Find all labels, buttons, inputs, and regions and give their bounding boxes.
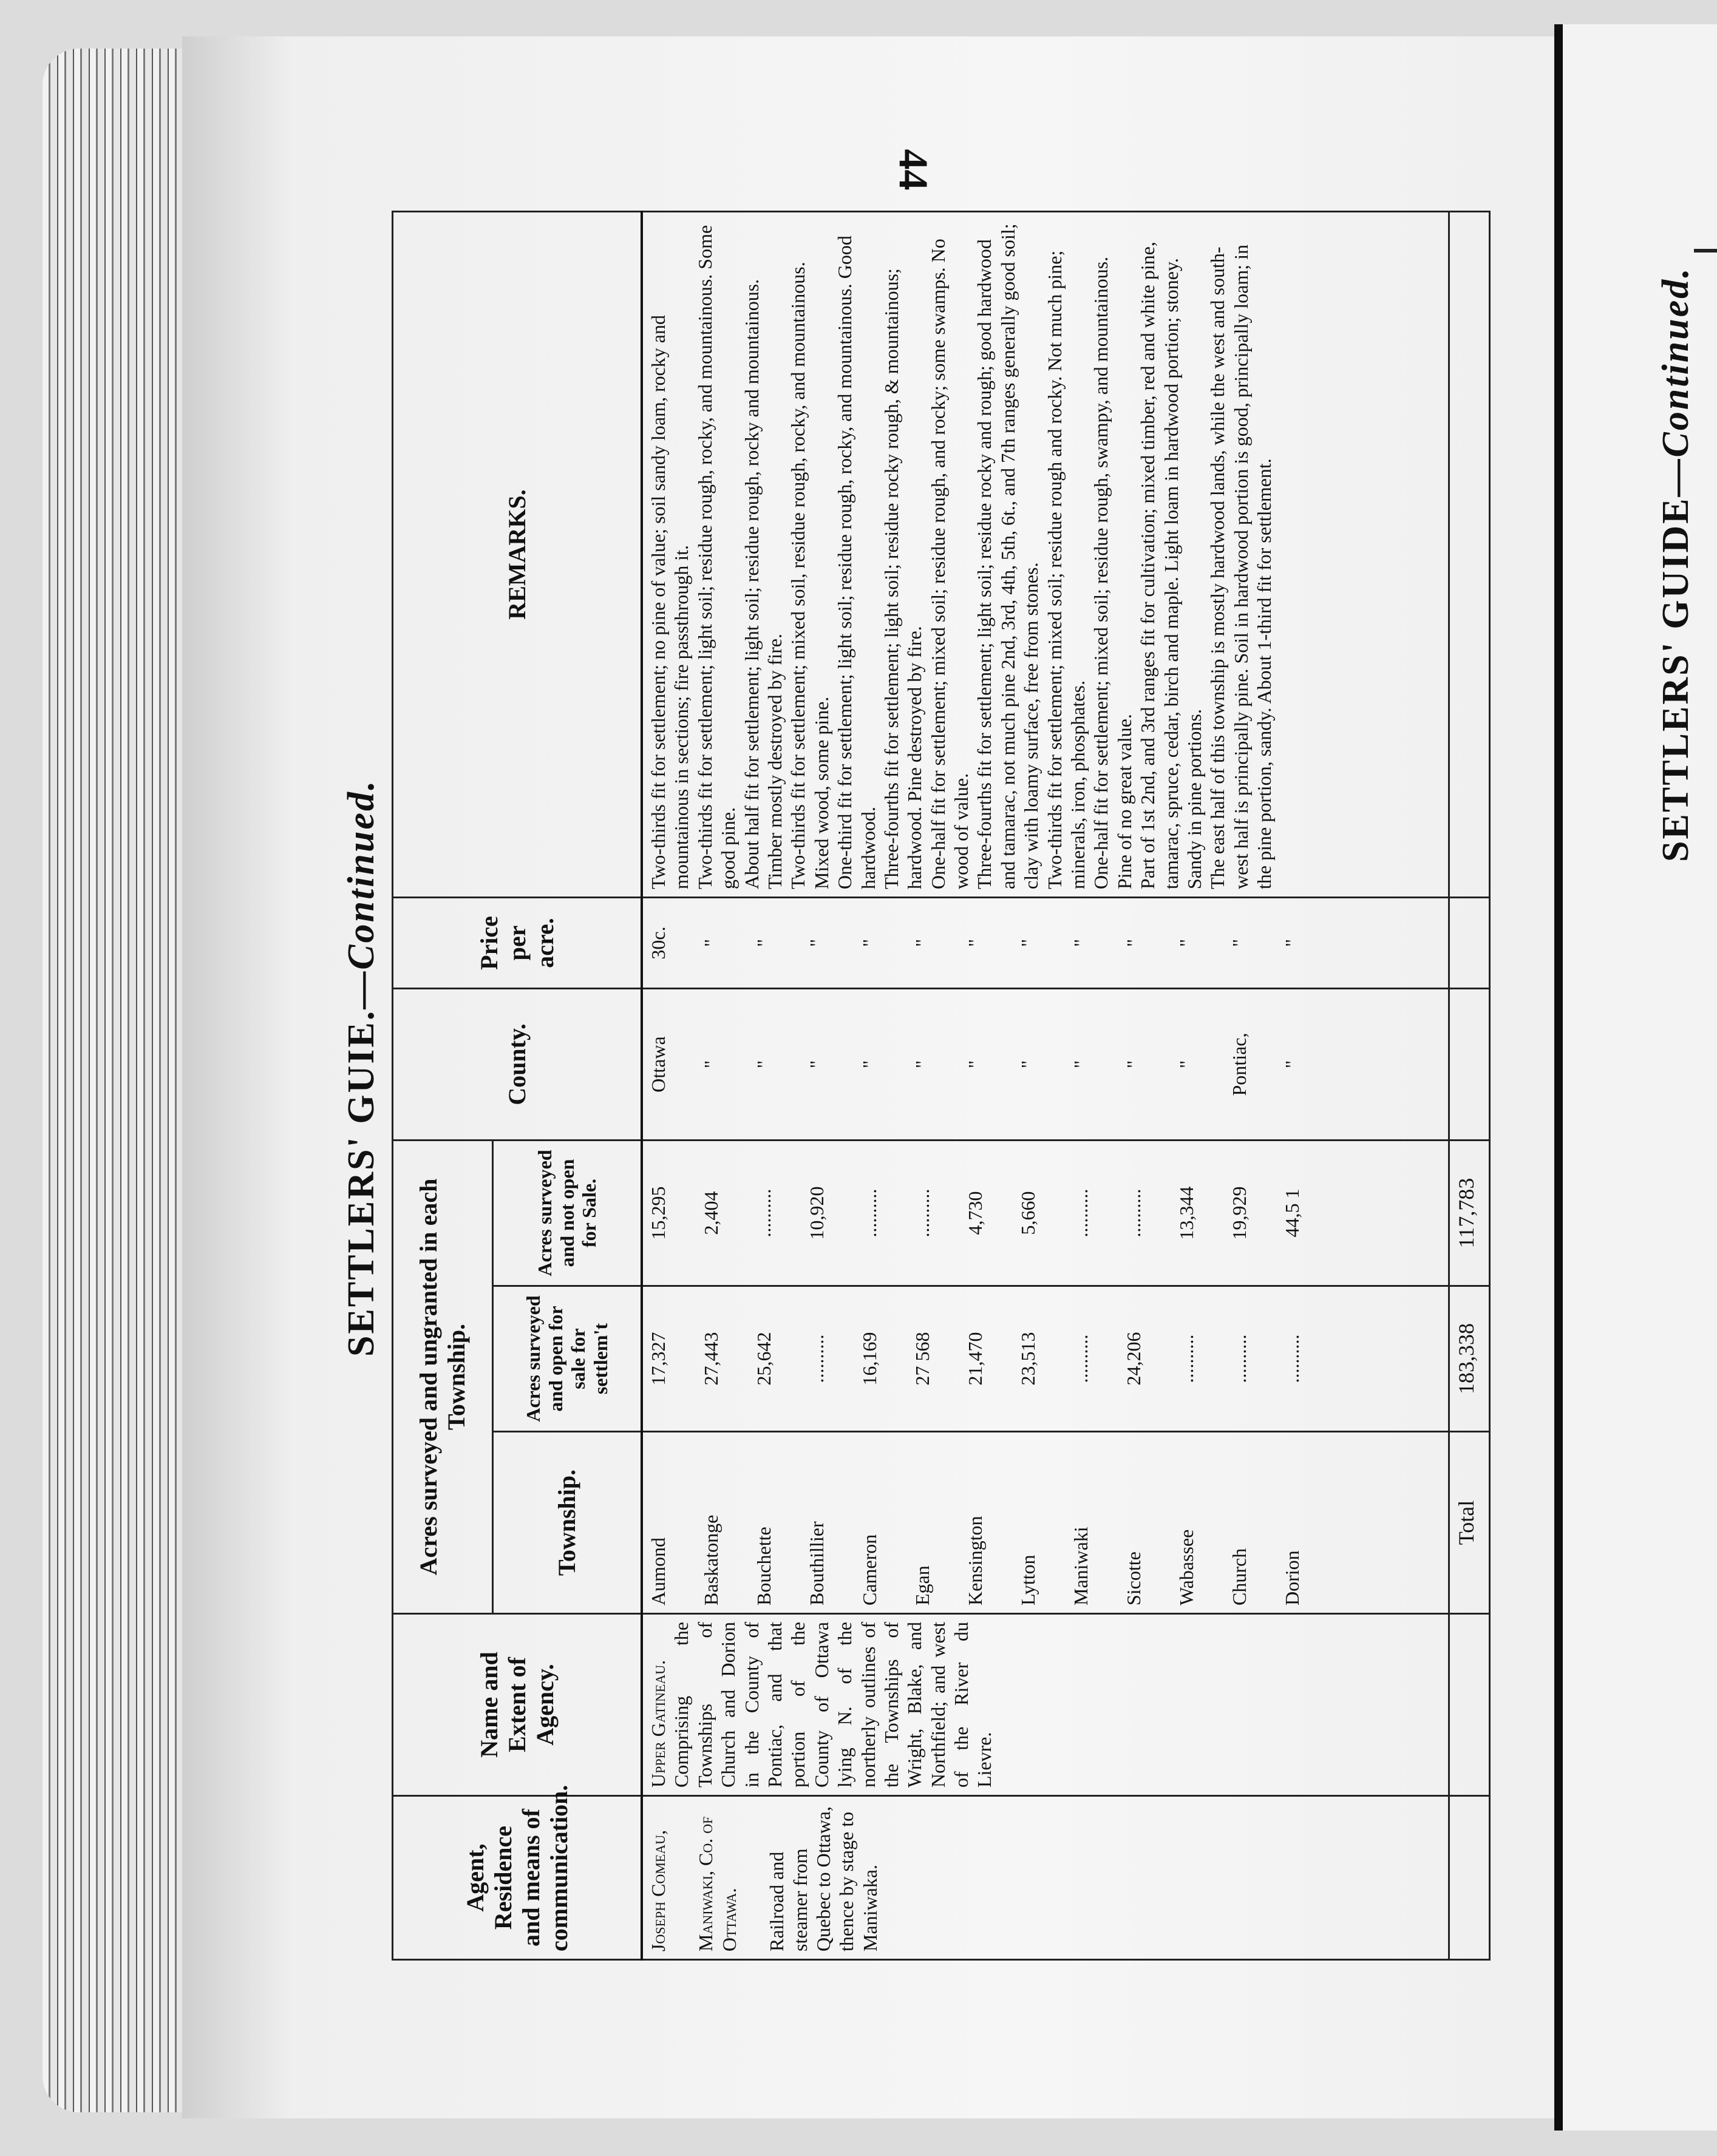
total-spacer bbox=[1449, 988, 1489, 1140]
acres-not-open-value: .......... bbox=[1123, 1188, 1144, 1238]
total-acres-not-open: 117,783 bbox=[1449, 1140, 1489, 1286]
county-value: " bbox=[1070, 1060, 1092, 1069]
acres-open-value: 21,470 bbox=[964, 1332, 986, 1386]
township-name: Bouchette bbox=[753, 1527, 775, 1605]
acres-open-value: 25,642 bbox=[753, 1332, 775, 1386]
township-name: Lytton bbox=[1017, 1554, 1039, 1605]
book-page-edges bbox=[42, 49, 182, 2112]
total-spacer bbox=[1449, 897, 1489, 988]
township-column bbox=[642, 1432, 1449, 1614]
acres-open-value: .......... bbox=[1070, 1334, 1092, 1383]
price-value: " bbox=[753, 938, 775, 947]
township-name: Dorion bbox=[1281, 1550, 1303, 1605]
price-value: " bbox=[806, 938, 828, 947]
agency-extent: Comprising the Townships of Church and Dorion in the County of Pontiac, and that portion of the County of Ottawa lying N. of the northerly outlines of the Townships of Wright, Blake, and Northfield; and west of the River du Lievre. bbox=[670, 1622, 996, 1788]
remark: One-half fit for settlement; mixed soil; residue rough, and rocky; some swamps. No wood of value. bbox=[926, 239, 973, 889]
acres-open-value: 16,169 bbox=[858, 1332, 880, 1386]
price-value: " bbox=[911, 938, 933, 947]
remark: Two-thirds fit for settlement; light soil; residue rough, rocky, and mountainous. Some good pine. bbox=[693, 225, 739, 889]
total-label: Total bbox=[1449, 1432, 1489, 1614]
header-acres-not-open: Acres surveyed and not open for Sale. bbox=[493, 1140, 642, 1286]
township-name: Maniwaki bbox=[1070, 1527, 1092, 1605]
township-name: Sicotte bbox=[1123, 1551, 1144, 1605]
county-value: " bbox=[1281, 1060, 1303, 1069]
header-acres-open: Acres surveyed and open for sale for settlem't bbox=[493, 1286, 642, 1432]
agency-name: Upper Gatineau. bbox=[647, 1659, 669, 1788]
acres-not-open-value: 5,660 bbox=[1017, 1191, 1039, 1235]
remark: Part of 1st 2nd, and 3rd ranges fit for cultivation; mixed timber, red and white pine, tamarac, spruce, cedar, birch and maple. Light loam in hardwood portion; stoney. Sandy in pine portions. bbox=[1137, 242, 1205, 889]
price-value: 30c. bbox=[647, 926, 669, 960]
township-name: Kensington bbox=[964, 1516, 986, 1605]
acres-not-open-value: 19,929 bbox=[1228, 1186, 1250, 1240]
county-value: " bbox=[964, 1060, 986, 1069]
acres-open-value: .......... bbox=[1228, 1334, 1250, 1383]
price-value: " bbox=[858, 938, 880, 947]
remarks-column bbox=[642, 211, 1449, 897]
acres-open-value: 27,443 bbox=[700, 1332, 722, 1386]
acres-open-value: 24,206 bbox=[1123, 1332, 1144, 1386]
acres-open-value: 27 568 bbox=[911, 1332, 933, 1386]
county-value: Ottawa bbox=[647, 1036, 669, 1093]
acres-not-open-column bbox=[642, 1140, 1449, 1286]
county-value: " bbox=[753, 1060, 775, 1069]
page-number: 44 bbox=[890, 149, 937, 191]
acres-not-open-value: 4,730 bbox=[964, 1191, 986, 1235]
remark: Three-fourths fit for settlement; light soil; residue rocky and rough; good hardwood and tamarac, not much pine 2nd, 3rd, 4th, 5th, 6t., and 7th ranges generally good soil; clay with loamy surface, free from stones. bbox=[973, 223, 1042, 889]
acres-open-value: .......... bbox=[806, 1334, 828, 1383]
header-county: County. bbox=[393, 988, 642, 1140]
agent-residence: Maniwaki, Co. of Ottawa. bbox=[695, 1816, 740, 1951]
township-name: Cameron bbox=[858, 1534, 880, 1605]
price-value: " bbox=[1175, 938, 1197, 947]
header-price: Price per acre. bbox=[393, 897, 642, 988]
remark: One-third fit for settlement; light soil; residue rough, rocky, and mountainous. Good hardwood. bbox=[834, 236, 879, 889]
remark: About half fit for settlement; light soil; residue rough, rocky and mountainous. Timber mostly destroyed by fire. bbox=[740, 279, 786, 889]
price-value: " bbox=[1281, 938, 1303, 947]
county-value: " bbox=[1017, 1060, 1039, 1069]
price-value: " bbox=[1017, 938, 1039, 947]
facing-page-running-head: SETTLERS' GUIDE—Continued. bbox=[1655, 266, 1696, 862]
agent-communication: Railroad and steamer from Quebec to Ottawa, thence by stage to Maniwaka. bbox=[766, 1806, 881, 1951]
total-spacer bbox=[1449, 1796, 1489, 1960]
township-name: Bouthillier bbox=[806, 1521, 828, 1605]
running-head: SETTLERS' GUIE.—Continued. bbox=[341, 779, 382, 1357]
county-value: " bbox=[1123, 1060, 1144, 1069]
acres-open-value: 23,513 bbox=[1017, 1332, 1039, 1386]
county-column bbox=[642, 988, 1449, 1140]
remark: Two-thirds fit for settlement; mixed soil, residue rough, rocky, and mountainous. Mixed wood, some pine. bbox=[787, 262, 832, 889]
price-column bbox=[642, 897, 1449, 988]
price-value: " bbox=[964, 938, 986, 947]
agency-cell bbox=[642, 1614, 1449, 1796]
price-value: " bbox=[700, 938, 722, 947]
county-value: " bbox=[911, 1060, 933, 1069]
remark: The east half of this township is mostly hardwood lands, while the west and south-west half is principally pine. Soil in hardwood portion is good, principally loam; in the pine portion, sandy. About 1-third fit for settlement. bbox=[1206, 244, 1276, 889]
acres-open-column bbox=[642, 1286, 1449, 1432]
township-name: Wabassee bbox=[1175, 1529, 1197, 1605]
settlers-guide-table bbox=[392, 212, 1491, 1961]
acres-open-value: .......... bbox=[1175, 1334, 1197, 1383]
acres-not-open-value: .......... bbox=[911, 1188, 933, 1238]
township-name: Aumond bbox=[647, 1537, 669, 1605]
total-acres-open: 183,338 bbox=[1449, 1286, 1489, 1432]
acres-not-open-value: 13,344 bbox=[1175, 1186, 1197, 1240]
header-agent: Agent, Residence and means of communication. bbox=[393, 1796, 642, 1960]
agent-name: Joseph Comeau, bbox=[647, 1829, 669, 1951]
remark: Three-fourths fit for settlement; light soil; residue rocky rough, & mountainous; hardwood. Pine destroyed by fire. bbox=[880, 268, 926, 889]
acres-not-open-value: .......... bbox=[1070, 1188, 1092, 1238]
remark: Two-thirds fit for settlement; no pine of value; soil sandy loam, rocky and mountainous in sections; fire passthrough it. bbox=[647, 314, 693, 889]
acres-not-open-value: 44,5 1 bbox=[1281, 1188, 1303, 1238]
acres-not-open-value: .......... bbox=[858, 1188, 880, 1238]
acres-open-value: .......... bbox=[1281, 1334, 1303, 1383]
price-value: " bbox=[1123, 938, 1144, 947]
acres-open-value: 17,327 bbox=[647, 1332, 669, 1386]
total-spacer bbox=[1449, 1614, 1489, 1796]
county-value: " bbox=[806, 1060, 828, 1069]
county-value: " bbox=[858, 1060, 880, 1069]
acres-not-open-value: 10,920 bbox=[806, 1186, 828, 1240]
total-spacer bbox=[1449, 211, 1489, 897]
remark: One-half fit for settlement; mixed soil; residue rough, swampy, and mountainous. Pine of no great value. bbox=[1090, 256, 1135, 889]
township-name: Baskatonge bbox=[700, 1514, 722, 1605]
acres-not-open-value: .......... bbox=[753, 1188, 775, 1238]
township-name: Egan bbox=[911, 1565, 933, 1605]
remark: Two-thirds fit for settlement; mixed soil; residue rough and rocky. Not much pine; minerals, iron, phosphates. bbox=[1043, 250, 1089, 889]
header-agency: Name and Extent of Agency. bbox=[393, 1614, 642, 1796]
page-gutter bbox=[1554, 24, 1563, 2131]
price-value: " bbox=[1070, 938, 1092, 947]
acres-not-open-value: 2,404 bbox=[700, 1191, 722, 1235]
header-township: Township. bbox=[493, 1432, 642, 1614]
township-name: Church bbox=[1228, 1548, 1250, 1605]
header-remarks: REMARKS. bbox=[393, 211, 642, 897]
county-value: " bbox=[1175, 1060, 1197, 1069]
acres-not-open-value: 15,295 bbox=[647, 1186, 669, 1240]
header-acres-group: Acres surveyed and ungranted in each Township. bbox=[393, 1140, 493, 1613]
county-value: Pontiac, bbox=[1228, 1032, 1250, 1096]
agent-cell bbox=[642, 1796, 1449, 1960]
county-value: " bbox=[700, 1060, 722, 1069]
price-value: " bbox=[1228, 938, 1250, 947]
